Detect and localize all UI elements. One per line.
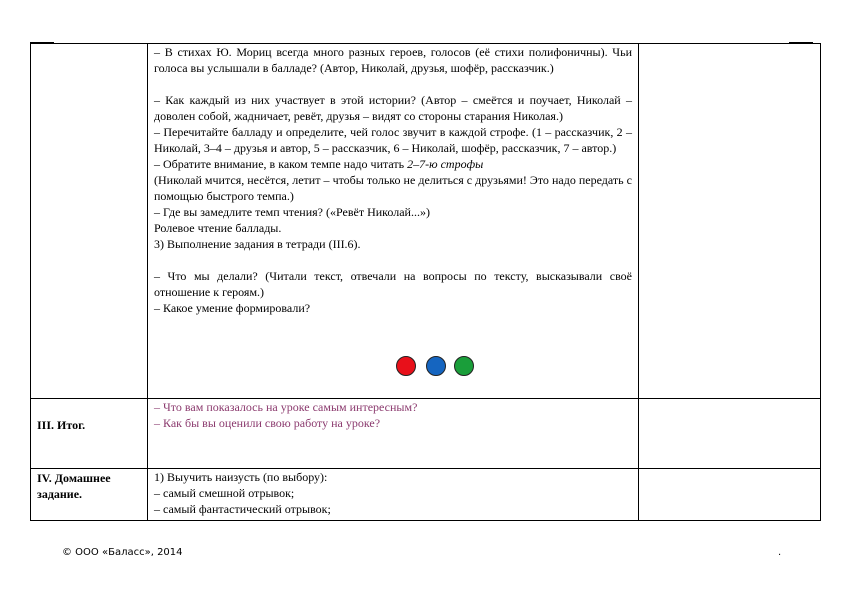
summary-question-2: – Как бы вы оценили свою работу на уроке? (154, 416, 381, 430)
summary-text-cell (148, 399, 639, 469)
question-slow: – Где вы замедлите темп чтения? («Ревёт Николай...») (154, 205, 430, 219)
answer-tempo: (Николай мчится, несётся, летит – чтобы только не делиться с друзьями! Это надо передать с помощью быстрого темпа.) (154, 173, 632, 203)
question-stanzas: – Перечитайте балладу и определите, чей голос звучит в каждой строфе. (1 – рассказчик, 2 – Николай, 3–4 – друзья и автор, 5 – рассказчик, 6 – Николай, шофёр, рассказчик, 7 – автор.) (154, 125, 632, 155)
green-dot-icon (454, 356, 474, 376)
question-skill: – Какое умение формировали? (154, 301, 311, 315)
page-dot-mark: . (778, 547, 782, 558)
homework-option-1: – самый смешной отрывок; (154, 486, 295, 500)
blue-dot-icon (426, 356, 446, 376)
question-tempo-italic: 2–7-ю строфы (407, 157, 484, 171)
role-reading: Ролевое чтение баллады. (154, 221, 282, 235)
homework-task: 1) Выучить наизусть (по выбору): (154, 470, 328, 484)
stage-summary: III. Итог. (31, 399, 148, 469)
table-row-activity (31, 44, 821, 399)
stage-homework: IV. Домашнее задание. (31, 469, 148, 521)
copyright-footer: © ООО «Баласс», 2014 (62, 547, 183, 558)
homework-text-cell (148, 469, 639, 521)
table-row-summary (31, 399, 821, 469)
homework-option-2: – самый фантастический отрывок; (154, 502, 331, 516)
stage-cell-empty (31, 44, 148, 399)
spacer (154, 252, 632, 268)
spacer (154, 76, 632, 92)
notes-cell (639, 44, 821, 399)
notes-cell (639, 469, 821, 521)
question-tempo-text: – Обратите внимание, в каком темпе надо читать (154, 157, 408, 171)
table-row-homework (31, 469, 821, 521)
notes-cell (639, 399, 821, 469)
question-voices: – В стихах Ю. Мориц всегда много разных героев, голосов (её стихи полифоничны). Чьи голоса вы услышали в балладе? (Автор, Николай, друзья, шофёр, рассказчик.) (154, 45, 632, 75)
question-participation: – Как каждый из них участвует в этой истории? (Автор – смеётся и поучает, Николай – доволен собой, жадничает, ревёт, друзья – видят со стороны старания Николая.) (154, 93, 632, 123)
summary-question-1: – Что вам показалось на уроке самым интересным? (154, 400, 418, 414)
activity-text-cell (148, 44, 639, 399)
notebook-task: 3) Выполнение задания в тетради (III.6). (154, 237, 361, 251)
lesson-table (30, 43, 821, 521)
red-dot-icon (396, 356, 416, 376)
question-what-did: – Что мы делали? (Читали текст, отвечали на вопросы по тексту, высказывали своё отношение к героям.) (154, 269, 632, 299)
question-tempo (154, 156, 632, 172)
